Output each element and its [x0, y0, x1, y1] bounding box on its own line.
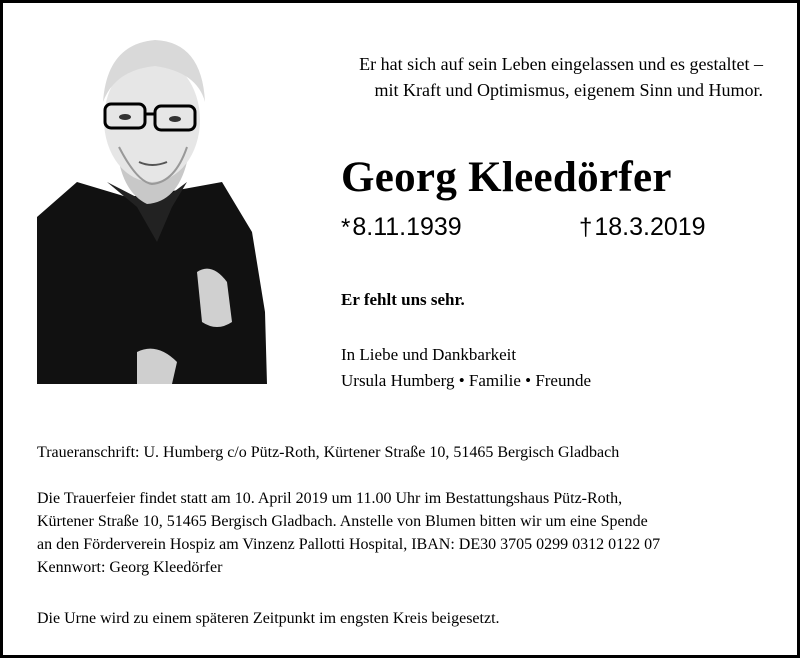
ceremony-line-3: an den Förderverein Hospiz am Vinzenz Pallotti Hospital, IBAN: DE30 3705 0299 0312 0122 07 — [37, 536, 661, 553]
birth-date: 8.11.1939 — [352, 213, 462, 241]
signature-line-1: In Liebe und Dankbarkeit — [341, 345, 517, 364]
ceremony-line-4: Kennwort: Georg Kleedörfer — [37, 559, 223, 576]
death-date-group — [579, 213, 706, 242]
urn-statement: Die Urne wird zu einem späteren Zeitpunkt im engsten Kreis beigesetzt. — [37, 610, 500, 627]
death-cross-icon: † — [579, 214, 593, 241]
portrait-photo-icon — [37, 32, 267, 384]
quote-line-1: Er hat sich auf sein Leben eingelassen und es gestaltet – — [359, 54, 763, 74]
birth-date-group — [341, 213, 462, 242]
deceased-name: Georg Kleedörfer — [341, 154, 672, 201]
quote-line-2: mit Kraft und Optimismus, eigenem Sinn und Humor. — [374, 80, 763, 100]
death-date: 18.3.2019 — [594, 213, 706, 241]
portrait-illustration — [37, 32, 267, 384]
mourning-address: Traueranschrift: U. Humberg c/o Pütz-Roth, Kürtener Straße 10, 51465 Bergisch Gladbach — [37, 444, 620, 461]
life-dates — [341, 213, 721, 247]
memorial-quote — [263, 51, 763, 103]
ceremony-line-2: Kürtener Straße 10, 51465 Bergisch Gladbach. Anstelle von Blumen bitten wir um eine Spende — [37, 513, 648, 530]
ceremony-info — [37, 487, 771, 579]
ceremony-line-1: Die Trauerfeier findet statt am 10. April 2019 um 11.00 Uhr im Bestattungshaus Pütz-Roth, — [37, 490, 623, 507]
signature-line-2: Ursula Humberg • Familie • Freunde — [341, 371, 592, 390]
birth-star-icon: * — [341, 214, 351, 241]
signature-block — [341, 342, 591, 394]
missed-statement: Er fehlt uns sehr. — [341, 290, 465, 309]
